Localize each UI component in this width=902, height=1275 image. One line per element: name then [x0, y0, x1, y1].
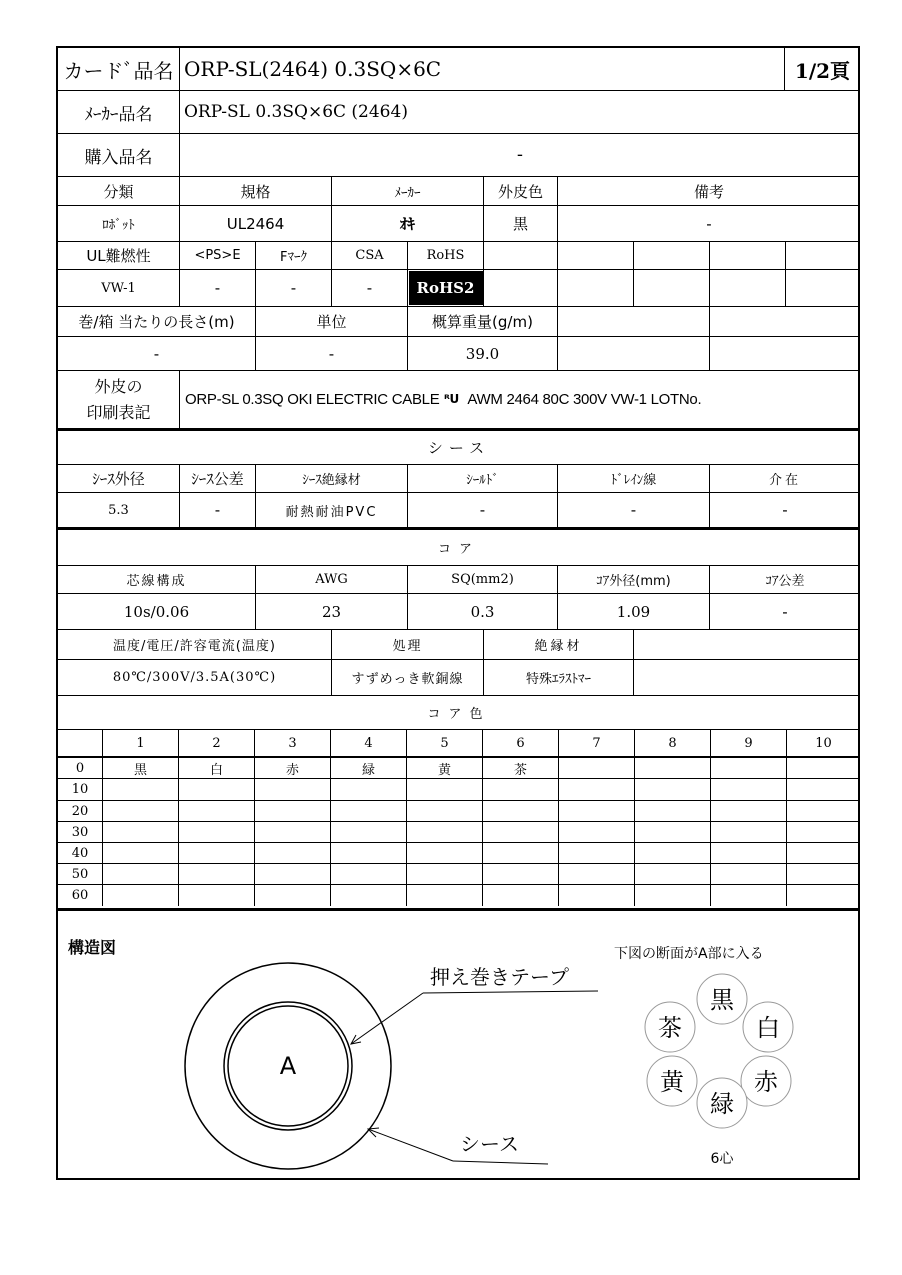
header-sq: SQ(mm2) [408, 566, 558, 593]
core-color-cell [255, 801, 331, 821]
empty-cell [558, 242, 634, 269]
core-color-cell [103, 801, 179, 821]
header-ul-flame: UL難燃性 [58, 242, 180, 269]
core-color-cell: 赤 [255, 758, 331, 778]
core-color-cell [179, 801, 255, 821]
core-color-row-label: 50 [58, 864, 103, 884]
core-color-column-header: 2 [179, 730, 255, 756]
core-color-cell [787, 864, 860, 884]
core-color-header-row [58, 730, 858, 758]
core-value2-row [58, 660, 858, 696]
classification-header-row [58, 177, 858, 206]
core-color-cell [331, 801, 407, 821]
header-remarks: 備考 [693, 182, 724, 201]
header-awg: AWG [256, 566, 408, 593]
value-insulation: 特殊ｴﾗｽﾄﾏｰ [484, 660, 634, 695]
core-color-row-label: 0 [58, 758, 103, 778]
empty-cell [710, 242, 786, 269]
empty-cell [58, 730, 103, 756]
printing-text-b: AWM 2464 80C 300V VW-1 LOTNo. [467, 391, 702, 408]
empty-cell [710, 307, 860, 336]
printing-text [180, 371, 860, 428]
core-count: 6心 [710, 1151, 734, 1167]
core-color-column-header: 1 [103, 730, 179, 756]
header-core-tol: ｺｱ公差 [765, 574, 805, 589]
core-color-cell [635, 758, 711, 778]
core-color-cell [635, 801, 711, 821]
svg-text:ᴿU: ᴿU [444, 392, 460, 404]
header-csa: CSA [332, 242, 408, 269]
core-color-cell [255, 822, 331, 842]
core-color-cell [331, 885, 407, 906]
core-color-cell [787, 779, 860, 800]
value-strand: 10s/0.06 [58, 594, 256, 629]
value-weight: 39.0 [408, 337, 558, 370]
empty-cell [634, 270, 710, 306]
header-length-per-reel: 巻/箱 当たりの長さ(m) [58, 307, 256, 336]
core-color-cell [483, 864, 559, 884]
core-color-cell [331, 843, 407, 863]
core-color-cell [407, 885, 483, 906]
core-color-cell [255, 779, 331, 800]
core-color-cell [255, 885, 331, 906]
printing-label [58, 371, 180, 428]
core-color-cell: 黒 [103, 758, 179, 778]
sheath-label: シース [460, 1132, 519, 1156]
header-filler: 介在 [768, 473, 801, 488]
value-sheath-od: 5.3 [58, 493, 180, 527]
core-color-cell [635, 885, 711, 906]
value-ul-flame: VW-1 [58, 270, 180, 306]
core-circles [645, 974, 793, 1128]
core-color-cell [559, 822, 635, 842]
rohs2-badge: RoHS2 [409, 271, 483, 305]
core-color-label: 茶 [658, 1014, 682, 1042]
core-color-cell [787, 758, 860, 778]
core-color-column-header: 10 [815, 735, 832, 751]
core-color-cell [255, 843, 331, 863]
sheath-header-row [58, 465, 858, 493]
empty-cell [786, 270, 860, 306]
structure-diagram [58, 911, 860, 1183]
empty-cell [484, 270, 558, 306]
value-core-tol: - [782, 602, 788, 621]
core-header2-row [58, 630, 858, 660]
header-temp-voltage: 温度/電圧/許容電流(温度) [58, 630, 332, 659]
value-treatment: すずめっき軟銅線 [332, 660, 484, 695]
core-color-row-label: 40 [58, 843, 103, 863]
header-shield: ｼｰﾙﾄﾞ [408, 465, 558, 492]
card-name-value: ORP-SL(2464) 0.3SQ×6C [180, 48, 785, 90]
core-color-cell [407, 864, 483, 884]
header-sheath-tol: ｼｰｽ公差 [180, 465, 256, 492]
core-color-cell [635, 864, 711, 884]
core-color-cell [711, 843, 787, 863]
header-core-od: ｺｱ外径(mm) [558, 566, 710, 593]
core-color-label: 黒 [710, 986, 734, 1014]
core-color-cell [483, 843, 559, 863]
core-color-row [58, 758, 858, 779]
core-color-cell [559, 779, 635, 800]
structure-diagram-title: 構造図 [68, 938, 117, 957]
value-sheath-tol: - [180, 493, 256, 527]
empty-cell [558, 307, 710, 336]
value-sheath-material: 耐熱耐油PVC [256, 493, 408, 527]
value-awg: 23 [256, 594, 408, 629]
core-color-cell [483, 822, 559, 842]
core-color-cell [711, 822, 787, 842]
core-color-row [58, 843, 858, 864]
core-color-cell [635, 822, 711, 842]
value-category: ﾛﾎﾞｯﾄ [58, 206, 180, 241]
maker-name-value: ORP-SL 0.3SQ×6C (2464) [184, 102, 408, 122]
header-jacket-color: 外皮色 [484, 177, 558, 205]
header-maker: ﾒｰｶｰ [332, 177, 484, 205]
core-color-row-label: 30 [58, 822, 103, 842]
header-strand: 芯線構成 [58, 566, 256, 593]
sheath-leader-line [453, 1161, 548, 1164]
classification-value-row [58, 206, 858, 242]
maker-name-row [58, 91, 858, 134]
core-color-cell [179, 885, 255, 906]
value-core-od: 1.09 [558, 594, 710, 629]
core-color-cell [787, 885, 860, 906]
core-color-cell [407, 801, 483, 821]
sheath-leader-arrow [368, 1129, 453, 1161]
core-value-row [58, 594, 858, 630]
core-color-cell: 緑 [331, 758, 407, 778]
empty-cell [558, 270, 634, 306]
core-color-column-header: 9 [711, 730, 787, 756]
header-weight: 概算重量(g/m) [408, 307, 558, 336]
value-maker: ｵｷ [332, 206, 484, 241]
card-name-row [58, 48, 858, 91]
header-drain: ﾄﾞﾚｲﾝ線 [558, 465, 710, 492]
spec-sheet [56, 46, 860, 1180]
header-rohs: RoHS [408, 242, 484, 269]
core-color-column-header: 3 [255, 730, 331, 756]
ul-logo [444, 392, 462, 404]
core-color-row [58, 885, 858, 906]
core-color-cell [559, 843, 635, 863]
standards-header-row [58, 242, 858, 270]
printing-label-line1: 外皮の [94, 376, 143, 396]
core-color-cell [635, 843, 711, 863]
empty-cell [710, 337, 860, 370]
core-color-row-label: 60 [58, 885, 103, 906]
empty-cell [710, 270, 786, 306]
empty-cell [634, 630, 860, 659]
value-drain: - [558, 493, 710, 527]
core-color-cell [103, 779, 179, 800]
core-color-cell [787, 822, 860, 842]
header-sheath-material: ｼｰｽ絶縁材 [256, 465, 408, 492]
core-color-row [58, 801, 858, 822]
core-color-label: 黄 [660, 1068, 684, 1096]
value-shield: - [408, 493, 558, 527]
header-pse: <PS>E [180, 242, 256, 269]
core-color-cell [483, 801, 559, 821]
core-color-column-header: 4 [331, 730, 407, 756]
header-insulation: 絶縁材 [484, 630, 634, 659]
core-color-cell [483, 885, 559, 906]
value-temp-voltage: 80℃/300V/3.5A(30℃) [58, 660, 332, 695]
core-color-cell [559, 801, 635, 821]
purchase-name-row [58, 134, 858, 177]
core-color-cell [331, 822, 407, 842]
sheath-title-row [58, 431, 858, 465]
ul-mark-icon [444, 392, 462, 407]
core-color-cell [787, 801, 860, 821]
core-color-cell [559, 885, 635, 906]
printing-row [58, 371, 858, 431]
header-unit: 単位 [256, 307, 408, 336]
core-color-row [58, 864, 858, 885]
sheath-value-row [58, 493, 858, 530]
value-remarks: - [706, 214, 712, 233]
core-color-cell [635, 779, 711, 800]
core-color-cell [255, 864, 331, 884]
core-color-cell [179, 843, 255, 863]
core-color-cell [711, 885, 787, 906]
header-category: 分類 [58, 177, 180, 205]
sheath-title: シース [427, 439, 491, 457]
value-pse: - [180, 270, 256, 306]
maker-name-label: ﾒｰｶｰ品名 [58, 91, 180, 133]
core-color-cell [407, 822, 483, 842]
core-color-cell [711, 779, 787, 800]
value-rohs-cell [408, 270, 484, 306]
core-color-cell [179, 864, 255, 884]
empty-cell [786, 242, 860, 269]
core-color-row-label: 20 [58, 801, 103, 821]
empty-cell [558, 337, 710, 370]
empty-cell [484, 242, 558, 269]
core-color-column-header: 7 [559, 730, 635, 756]
core-color-column-header: 8 [635, 730, 711, 756]
core-color-cell: 白 [179, 758, 255, 778]
length-value-row [58, 337, 858, 371]
core-header-row [58, 566, 858, 594]
core-color-column-header: 5 [407, 730, 483, 756]
core-color-cell [787, 843, 860, 863]
core-color-row [58, 779, 858, 801]
core-color-title: コア色 [427, 707, 491, 722]
core-color-row [58, 822, 858, 843]
tape-label: 押え巻きテープ [430, 965, 569, 989]
core-color-label: 白 [756, 1014, 780, 1042]
empty-cell [634, 242, 710, 269]
header-standard: 規格 [180, 177, 332, 205]
core-color-cell [103, 864, 179, 884]
core-color-cell [483, 779, 559, 800]
tape-leader-line [423, 991, 598, 993]
section-note: 下図の断面がA部に入る [614, 946, 764, 962]
core-color-cell [711, 758, 787, 778]
core-color-cell [559, 758, 635, 778]
printing-text-a: ORP-SL 0.3SQ OKI ELECTRIC CABLE [185, 391, 440, 408]
value-filler: - [782, 501, 788, 519]
value-csa: - [332, 270, 408, 306]
empty-cell [634, 660, 860, 695]
page-number: 1/2頁 [794, 58, 851, 83]
core-color-label: 緑 [710, 1090, 734, 1118]
card-name-label: カードﾞ品名 [58, 48, 180, 90]
header-f-mark: Fﾏｰｸ [256, 242, 332, 269]
core-color-cell [179, 779, 255, 800]
value-length-per-reel: - [58, 337, 256, 370]
header-treatment: 処理 [332, 630, 484, 659]
core-color-cell [559, 864, 635, 884]
standards-value-row [58, 270, 858, 307]
core-title-row [58, 530, 858, 566]
core-color-cell [179, 822, 255, 842]
core-color-cell [103, 885, 179, 906]
length-header-row [58, 307, 858, 337]
value-f-mark: - [256, 270, 332, 306]
core-title: コア [437, 542, 480, 557]
value-sq: 0.3 [408, 594, 558, 629]
header-sheath-od: ｼｰｽ外径 [58, 465, 180, 492]
core-color-cell [331, 864, 407, 884]
core-color-title-row [58, 696, 858, 730]
structure-diagram-section [58, 908, 860, 1183]
purchase-name-value: - [516, 145, 524, 165]
core-color-cell [331, 779, 407, 800]
core-color-cell [103, 822, 179, 842]
value-standard: UL2464 [180, 206, 332, 241]
value-unit: - [256, 337, 408, 370]
core-color-cell: 茶 [483, 758, 559, 778]
purchase-name-label: 購入品名 [58, 134, 180, 176]
printing-label-line2: 印刷表記 [86, 402, 151, 422]
core-color-cell [407, 843, 483, 863]
core-color-cell [711, 864, 787, 884]
core-color-column-header: 6 [483, 730, 559, 756]
core-color-cell [711, 801, 787, 821]
value-jacket-color: 黒 [484, 206, 558, 241]
core-color-row-label: 10 [58, 779, 103, 800]
core-color-cell [103, 843, 179, 863]
core-color-cell [407, 779, 483, 800]
core-color-label: 赤 [754, 1068, 778, 1096]
center-label: A [279, 1052, 297, 1080]
core-color-cell: 黄 [407, 758, 483, 778]
